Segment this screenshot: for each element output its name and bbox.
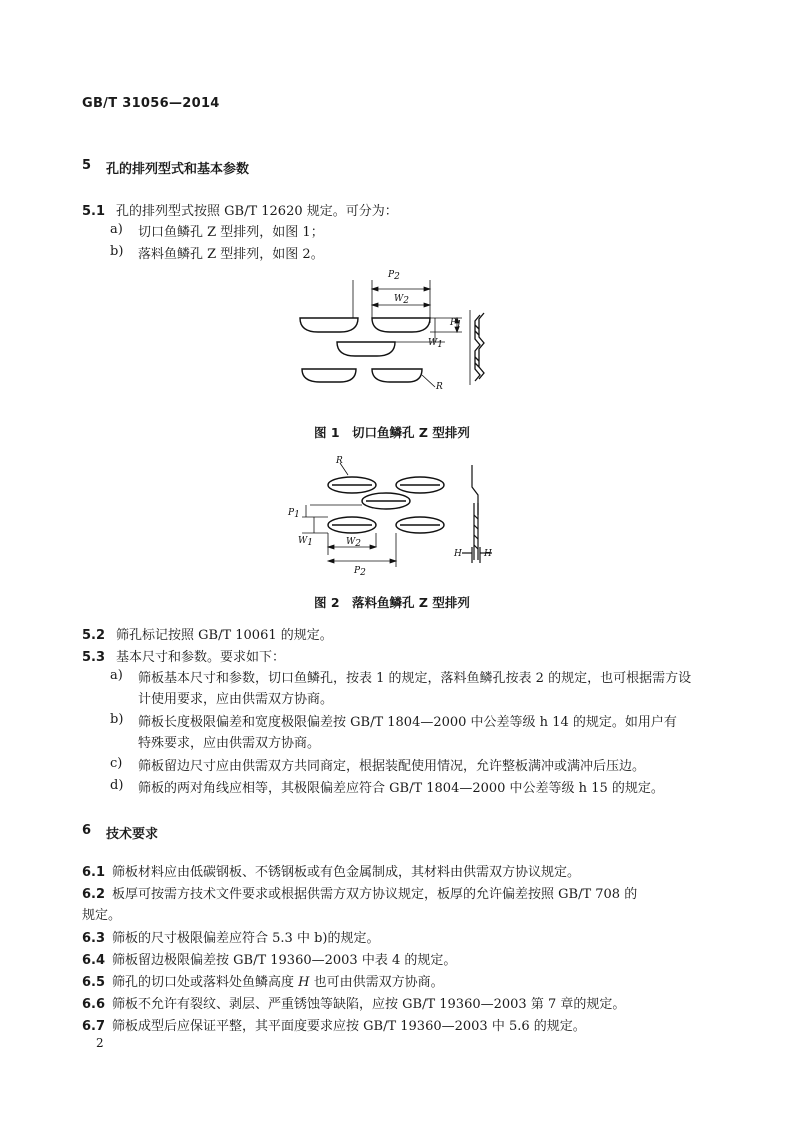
- clause-6-4-number: 6.4: [82, 953, 106, 968]
- clause-6-1-number: 6.1: [82, 865, 106, 880]
- item-5-3-b-label: b): [110, 712, 124, 727]
- item-5-3-a-label: a): [110, 668, 123, 683]
- item-5-1-b-label: b): [110, 244, 124, 259]
- fig2-r-label: R: [336, 456, 343, 466]
- clause-5-1-text: 孔的排列型式按照 GB/T 12620 规定。可分为：: [116, 204, 398, 219]
- figure-1-holes: [300, 318, 430, 382]
- fig1-w1-label: W1: [428, 338, 443, 350]
- item-5-3-d-label: d): [110, 778, 124, 793]
- fig2-h-left-label: H: [454, 549, 462, 559]
- section-6-number: 6: [82, 823, 92, 838]
- clause-6-2-line1: 板厚可按需方技术文件要求或根据供需方双方协议规定，板厚的允许偏差按照 GB/T 708 的: [112, 887, 638, 902]
- fig1-r-label: R: [436, 382, 443, 392]
- clause-6-6-text: 筛板不允许有裂纹、剥层、严重锈蚀等缺陷，应按 GB/T 19360—2003 第 7 章的规定。: [112, 997, 626, 1012]
- item-5-1-a-label: a): [110, 222, 123, 237]
- item-5-3-a-line2: 计使用要求，应由供需双方协商。: [138, 692, 334, 707]
- clause-6-2-number: 6.2: [82, 887, 106, 902]
- section-5-title: 孔的排列型式和基本参数: [106, 162, 250, 177]
- clause-6-2-line2: 规定。: [82, 908, 122, 923]
- figure-1-drawing: [290, 265, 500, 395]
- section-5-number: 5: [82, 158, 92, 173]
- standard-number: GB/T 31056—2014: [82, 96, 220, 111]
- clause-5-3-text: 基本尺寸和参数。要求如下：: [116, 650, 286, 665]
- clause-5-1-number: 5.1: [82, 204, 106, 219]
- clause-6-7-number: 6.7: [82, 1019, 106, 1034]
- fig2-w2-label: W2: [346, 537, 361, 549]
- item-5-1-a-text: 切口鱼鳞孔 Z 型排列，如图 1；: [138, 225, 324, 240]
- figure-2-drawing: [282, 455, 502, 575]
- clause-6-6-number: 6.6: [82, 997, 106, 1012]
- fig2-w1-label: W1: [298, 536, 313, 548]
- fig1-p2-label: P2: [388, 270, 400, 282]
- figure-1-caption: 图 1 切口鱼鳞孔 Z 型排列: [314, 425, 470, 440]
- fig2-p1-label: P1: [288, 508, 300, 520]
- figure-1-dimension-lines: [353, 280, 470, 387]
- clause-6-3-text: 筛板的尺寸极限偏差应符合 5.3 中 b)的规定。: [112, 931, 380, 946]
- clause-5-2-text: 筛孔标记按照 GB/T 10061 的规定。: [116, 628, 333, 643]
- figure-1-section-profile: [475, 313, 484, 381]
- item-5-3-b-line1: 筛板长度极限偏差和宽度极限偏差按 GB/T 1804—2000 中公差等级 h 14 的规定。如用户有: [138, 715, 677, 730]
- item-5-3-a-line1: 筛板基本尺寸和参数，切口鱼鳞孔，按表 1 的规定，落料鱼鳞孔按表 2 的规定，也可根据需方设: [138, 671, 692, 686]
- fig2-p2-label: P2: [354, 566, 366, 575]
- item-5-3-c-text: 筛板留边尺寸应由供需双方共同商定，根据装配使用情况，允许整板满冲或满冲后压边。: [138, 759, 646, 774]
- item-5-3-c-label: c): [110, 756, 123, 771]
- fig1-p1-label: P1: [450, 318, 462, 330]
- clause-6-5-text: 筛孔的切口处或落料处鱼鳞高度 H 也可由供需双方协商。: [112, 975, 444, 990]
- clause-6-1-text: 筛板材料应由低碳钢板、不锈钢板或有色金属制成，其材料由供需双方协议规定。: [112, 865, 581, 880]
- clause-6-7-text: 筛板成型后应保证平整，其平面度要求应按 GB/T 19360—2003 中 5.6 的规定。: [112, 1019, 586, 1034]
- clause-6-5-number: 6.5: [82, 975, 106, 990]
- clause-5-3-number: 5.3: [82, 650, 106, 665]
- item-5-1-b-text: 落料鱼鳞孔 Z 型排列，如图 2。: [138, 247, 324, 262]
- figure-2-caption: 图 2 落料鱼鳞孔 Z 型排列: [314, 595, 470, 610]
- clause-6-4-text: 筛板留边极限偏差按 GB/T 19360—2003 中表 4 的规定。: [112, 953, 457, 968]
- section-6-title: 技术要求: [106, 827, 159, 842]
- clause-5-2-number: 5.2: [82, 628, 106, 643]
- variable-h: H: [298, 975, 310, 990]
- fig1-w2-label: W2: [394, 294, 409, 306]
- clause-6-3-number: 6.3: [82, 931, 106, 946]
- item-5-3-b-line2: 特殊要求，应由供需双方协商。: [138, 736, 321, 751]
- item-5-3-d-text: 筛板的两对角线应相等，其极限偏差应符合 GB/T 1804—2000 中公差等级 h 15 的规定。: [138, 781, 664, 796]
- fig2-h-right-label: H: [484, 549, 492, 559]
- figure-2-dimension-lines: [302, 463, 396, 567]
- page-number: 2: [96, 1036, 104, 1050]
